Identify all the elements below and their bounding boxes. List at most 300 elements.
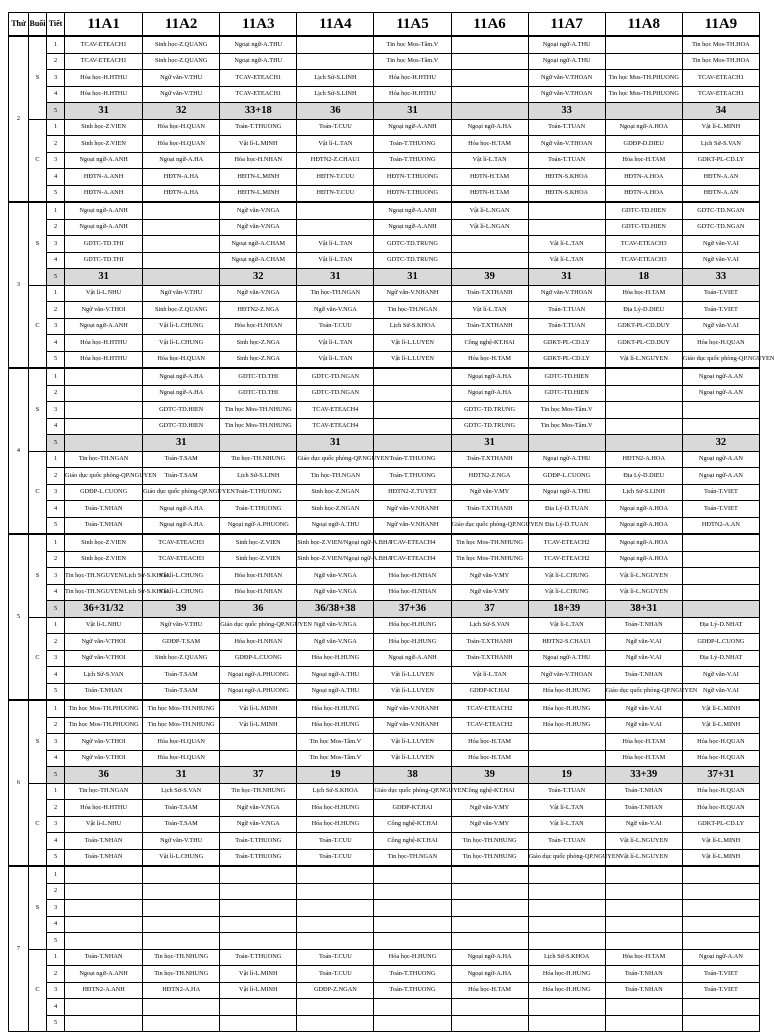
lesson-cell: Hóa học-H.HTHU <box>65 70 143 87</box>
lesson-cell <box>605 368 682 385</box>
lesson-cell: HĐTN-T.THUONG <box>374 169 451 186</box>
period-number: 1 <box>47 36 65 53</box>
lesson-cell: Vật lí-L.NHU <box>65 285 143 302</box>
lesson-cell: Ngữ văn-V.NGA <box>297 584 374 601</box>
session-label: C <box>29 285 47 368</box>
lesson-cell: Vật lí-L.NGUYEN <box>605 849 682 866</box>
lesson-cell: Vật lí-L.TAN <box>528 252 605 269</box>
lesson-cell: GDTC-TD.TRUNG <box>451 418 528 435</box>
lesson-cell: Hóa học-H.NHAN <box>374 584 451 601</box>
lesson-cell <box>682 534 759 551</box>
period-row <box>9 451 760 468</box>
period-row <box>9 933 760 950</box>
lesson-cell: HĐTN-T.THUONG <box>374 185 451 202</box>
lesson-cell: Tin học Mos-TH.HOA <box>682 36 759 53</box>
day-label: 3 <box>9 202 29 368</box>
lesson-cell <box>297 916 374 933</box>
lesson-cell: Tin học-TH.NGUYEN/Lịch Sử-S.KHOA <box>65 584 143 601</box>
lesson-cell <box>65 368 143 385</box>
period-number: 2 <box>47 53 65 70</box>
lesson-cell: Ngữ văn-V.MY <box>451 584 528 601</box>
session-label: C <box>29 451 47 534</box>
session-label: S <box>29 368 47 451</box>
lesson-cell: Tin học-TH.NGAN <box>374 302 451 319</box>
lesson-cell: Toán-T.VIET <box>682 484 759 501</box>
period-number: 4 <box>47 418 65 435</box>
lesson-cell: HĐTN-A.HOA <box>605 185 682 202</box>
lesson-cell: Ngoại ngữ-A.HA <box>451 949 528 966</box>
lesson-cell: Sinh học-Z.QUANG <box>143 53 220 70</box>
lesson-cell <box>605 36 682 53</box>
lesson-cell <box>374 916 451 933</box>
lesson-cell: Lịch Sử-S.KHOA <box>374 318 451 335</box>
lesson-cell: Sinh học-Z.VIEN <box>65 534 143 551</box>
lesson-cell: Địa Lý-D.DIEU <box>605 468 682 485</box>
lesson-cell: Vật lí-L.NHU <box>65 816 143 833</box>
room-count-cell: 36 <box>220 601 297 618</box>
lesson-cell: Vật lí-L.TAN <box>297 252 374 269</box>
lesson-cell: Ngoại ngữ-A.HA <box>451 368 528 385</box>
lesson-cell: GDĐP-Z.NGAN <box>297 982 374 999</box>
header-day: Thứ <box>9 13 29 37</box>
lesson-cell: Ngoại ngữ-A.HA <box>143 501 220 518</box>
period-row <box>9 385 760 402</box>
lesson-cell: Toán-T.CUU <box>297 318 374 335</box>
lesson-cell: Sinh học-Z.VIEN <box>65 119 143 136</box>
lesson-cell: Hóa học-H.QUAN <box>143 119 220 136</box>
lesson-cell <box>528 202 605 219</box>
lesson-cell: Ngữ văn-V.MY <box>451 568 528 585</box>
room-count-row <box>9 767 760 784</box>
lesson-cell: HĐTN-A.ANH <box>65 185 143 202</box>
period-number: 5 <box>47 849 65 866</box>
period-number: 1 <box>47 700 65 717</box>
lesson-cell: Tin học Mos-TH.PHUONG <box>605 70 682 87</box>
lesson-cell <box>605 1015 682 1032</box>
lesson-cell: Hóa học-H.TAM <box>451 136 528 153</box>
period-number: 4 <box>47 252 65 269</box>
room-count-cell: 18 <box>605 269 682 286</box>
lesson-cell: Vật lí-L.MINH <box>220 966 297 983</box>
lesson-cell: Tin học-TH.NGAN <box>65 451 143 468</box>
lesson-cell: Ngoại ngữ-A.ANH <box>65 966 143 983</box>
lesson-cell <box>297 53 374 70</box>
lesson-cell: Ngữ văn-V.NGA <box>297 634 374 651</box>
room-count-cell <box>528 435 605 452</box>
lesson-cell: Toán-T.NHAN <box>65 517 143 534</box>
header-class: 11A7 <box>528 13 605 37</box>
lesson-cell: Vật lí-L.CHUNG <box>528 568 605 585</box>
period-row <box>9 418 760 435</box>
lesson-cell <box>682 1015 759 1032</box>
lesson-cell: TCAV-ETEACH2 <box>528 534 605 551</box>
lesson-cell: TCAV-ETEACH1 <box>682 70 759 87</box>
lesson-cell: Giáo dục quốc phòng-QP.NGUYEN <box>374 783 451 800</box>
lesson-cell <box>528 219 605 236</box>
lesson-cell: Lịch Sử-S.KHOA <box>528 949 605 966</box>
lesson-cell: GDTC-TD.HIEN <box>605 219 682 236</box>
lesson-cell: HĐTN-A.ANH <box>65 169 143 186</box>
room-count-cell: 33 <box>528 103 605 120</box>
lesson-cell <box>682 999 759 1016</box>
period-row <box>9 900 760 917</box>
room-count-cell <box>220 435 297 452</box>
lesson-cell <box>297 883 374 900</box>
room-count-cell: 32 <box>220 269 297 286</box>
lesson-cell <box>374 999 451 1016</box>
lesson-cell: Vật lí-L.LUYEN <box>374 734 451 751</box>
lesson-cell: Hóa học-H.NHAN <box>220 152 297 169</box>
lesson-cell: Ngữ văn-V.NHANH <box>374 285 451 302</box>
lesson-cell: Toán-T.THUONG <box>374 468 451 485</box>
lesson-cell <box>605 53 682 70</box>
lesson-cell <box>451 1015 528 1032</box>
room-count-cell: 38 <box>374 767 451 784</box>
lesson-cell: Toán-T.NHAN <box>605 783 682 800</box>
lesson-cell: Ngoại ngữ-A.HA <box>451 385 528 402</box>
room-count-cell: 31 <box>297 269 374 286</box>
lesson-cell: Tin học Mos-TH.NHUNG <box>451 534 528 551</box>
lesson-cell <box>65 933 143 950</box>
lesson-cell: Ngoại ngữ-A.HOA <box>605 119 682 136</box>
lesson-cell: Vật lí-L.NGUYEN <box>605 568 682 585</box>
period-row <box>9 252 760 269</box>
lesson-cell: Hóa học-H.NHAN <box>220 568 297 585</box>
lesson-cell: Hóa học-H.HTHU <box>65 335 143 352</box>
day-label: 6 <box>9 700 29 866</box>
period-row <box>9 219 760 236</box>
lesson-cell <box>220 900 297 917</box>
lesson-cell: Hóa học-H.HUNG <box>297 816 374 833</box>
lesson-cell: GDTC-TD.HIEN <box>143 402 220 419</box>
lesson-cell: Ngữ văn-V.AI <box>682 252 759 269</box>
lesson-cell: Sinh học-Z.NGAN <box>297 484 374 501</box>
lesson-cell <box>682 883 759 900</box>
lesson-cell: GDKT-PL-CD.LY <box>528 351 605 368</box>
lesson-cell: Toán-T.VIET <box>682 982 759 999</box>
lesson-cell: GDTC-TD.NGAN <box>682 219 759 236</box>
period-number: 4 <box>47 999 65 1016</box>
period-row <box>9 916 760 933</box>
lesson-cell: Ngữ văn-V.NGA <box>220 800 297 817</box>
lesson-cell: Toán-T.TUAN <box>528 318 605 335</box>
lesson-cell: Vật lí-L.LUYEN <box>374 667 451 684</box>
lesson-cell: Vật lí-L.NGUYEN <box>605 584 682 601</box>
lesson-cell: Toán-T.NHAN <box>605 982 682 999</box>
lesson-cell: GDĐP-L.CUONG <box>220 650 297 667</box>
lesson-cell: Toán-T.NHAN <box>65 501 143 518</box>
lesson-cell: Ngữ văn-V.AI <box>605 650 682 667</box>
room-count-cell: 33 <box>682 269 759 286</box>
period-number: 2 <box>47 551 65 568</box>
lesson-cell: HĐTN-H.TAM <box>451 169 528 186</box>
lesson-cell: Toán-T.XTHANH <box>451 285 528 302</box>
lesson-cell <box>682 418 759 435</box>
lesson-cell <box>374 866 451 883</box>
lesson-cell <box>682 900 759 917</box>
header-session: Buổi <box>29 13 47 37</box>
period-row <box>9 982 760 999</box>
lesson-cell <box>451 86 528 103</box>
lesson-cell: Hóa học-H.HUNG <box>528 982 605 999</box>
lesson-cell: Ngữ văn-V.NHANH <box>374 517 451 534</box>
lesson-cell: Vật lí-L.TAN <box>451 302 528 319</box>
lesson-cell: Tin học Mos-TH.HOA <box>682 53 759 70</box>
lesson-cell: Vật lí-L.MINH <box>220 136 297 153</box>
lesson-cell: Hóa học-H.NHAN <box>374 568 451 585</box>
lesson-cell: Lịch Sử-S.KHOA <box>297 783 374 800</box>
header-row <box>9 13 760 37</box>
period-row <box>9 335 760 352</box>
lesson-cell: Ngữ văn-V.NGA <box>297 617 374 634</box>
period-row <box>9 783 760 800</box>
lesson-cell: Ngoại ngữ-A.HA <box>143 517 220 534</box>
room-count-cell <box>451 103 528 120</box>
lesson-cell: Sinh học-Z.VIEN/Ngoại ngữ-A.BHA <box>297 534 374 551</box>
lesson-cell <box>374 385 451 402</box>
lesson-cell: Ngữ văn-V.THOAN <box>528 86 605 103</box>
lesson-cell: TCAV-ETEACH1 <box>682 86 759 103</box>
room-count-cell: 31 <box>143 767 220 784</box>
lesson-cell <box>374 368 451 385</box>
lesson-cell: Tin học-TH.NGAN <box>297 285 374 302</box>
period-number: 2 <box>47 385 65 402</box>
lesson-cell: Vật lí-L.TAN <box>528 236 605 253</box>
lesson-cell: Hóa học-H.HUNG <box>297 700 374 717</box>
period-number: 1 <box>47 534 65 551</box>
lesson-cell: Ngữ văn-V.MY <box>451 800 528 817</box>
lesson-cell: TCAV-ETEACH1 <box>220 86 297 103</box>
lesson-cell: Ngoại ngữ-A.THU <box>297 667 374 684</box>
lesson-cell: Vật lí-L.CHUNG <box>143 318 220 335</box>
lesson-cell: Vật lí-L.TAN <box>451 667 528 684</box>
period-number: 3 <box>47 900 65 917</box>
lesson-cell: Ngoại ngữ-A.HOA <box>605 517 682 534</box>
lesson-cell: Ngữ văn-V.NHANH <box>374 717 451 734</box>
period-row <box>9 202 760 219</box>
lesson-cell: Ngoại ngữ-A.THU <box>297 517 374 534</box>
lesson-cell: Hóa học-H.TAM <box>451 982 528 999</box>
lesson-cell <box>297 999 374 1016</box>
lesson-cell: Ngữ văn-V.THOI <box>65 634 143 651</box>
lesson-cell: Ngữ văn-V.AI <box>605 816 682 833</box>
lesson-cell: GDTC-TD.HIEN <box>528 368 605 385</box>
lesson-cell: Lịch Sử-S.VAN <box>682 136 759 153</box>
lesson-cell: GDKT-PL-CD.LY <box>682 152 759 169</box>
room-count-row <box>9 601 760 618</box>
period-row <box>9 1015 760 1032</box>
lesson-cell: Toán-T.NHAN <box>605 617 682 634</box>
lesson-cell: HĐTN-A.AN <box>682 185 759 202</box>
lesson-cell: Tin học Mos-TH.NHUNG <box>220 418 297 435</box>
period-row <box>9 650 760 667</box>
lesson-cell: Vật lí-L.MINH <box>682 849 759 866</box>
lesson-cell: Toán-T.SAM <box>143 683 220 700</box>
room-count-cell: 37 <box>220 767 297 784</box>
header-class: 11A4 <box>297 13 374 37</box>
lesson-cell: Toán-T.THUONG <box>220 484 297 501</box>
lesson-cell: Tin học-TH.NHUNG <box>451 833 528 850</box>
lesson-cell: Ngoại ngữ-A.HOA <box>605 534 682 551</box>
lesson-cell: Hóa học-H.TAM <box>605 152 682 169</box>
lesson-cell: HĐTN2-A.AN <box>682 517 759 534</box>
session-label: S <box>29 866 47 949</box>
lesson-cell: TCAV-ETEACH1 <box>65 36 143 53</box>
lesson-cell: GDTC-TD.TRUNG <box>451 402 528 419</box>
lesson-cell <box>682 402 759 419</box>
lesson-cell: HĐTN-A.HA <box>143 185 220 202</box>
lesson-cell: Giáo dục quốc phòng-QP.NGUYEN <box>605 683 682 700</box>
lesson-cell <box>374 900 451 917</box>
lesson-cell <box>374 1015 451 1032</box>
lesson-cell: Ngoại ngữ-A.ANH <box>374 219 451 236</box>
period-row <box>9 734 760 751</box>
lesson-cell: Ngữ văn-V.NGA <box>220 219 297 236</box>
lesson-cell: Toán-T.VIET <box>682 302 759 319</box>
lesson-cell: Tin học Mos-TH.NHUNG <box>220 402 297 419</box>
lesson-cell: Ngữ văn-V.THOI <box>65 750 143 767</box>
lesson-cell: Toán-T.SAM <box>143 468 220 485</box>
lesson-cell <box>143 252 220 269</box>
lesson-cell <box>682 584 759 601</box>
lesson-cell: HĐTN-A.HA <box>143 169 220 186</box>
lesson-cell: HĐTN2-Z.CHAU1 <box>297 152 374 169</box>
period-row <box>9 883 760 900</box>
lesson-cell: Hóa học-H.QUAN <box>682 750 759 767</box>
period-number: 3 <box>47 734 65 751</box>
lesson-cell: Hóa học-H.QUAN <box>682 335 759 352</box>
lesson-cell: Ngoại ngữ-A.ANH <box>65 219 143 236</box>
lesson-cell: Toán-T.TUAN <box>528 302 605 319</box>
period-row <box>9 285 760 302</box>
period-number: 5 <box>47 103 65 120</box>
period-number: 1 <box>47 119 65 136</box>
lesson-cell: Toán-T.CUU <box>297 949 374 966</box>
lesson-cell <box>297 202 374 219</box>
lesson-cell: Công nghệ-KT.HAI <box>374 833 451 850</box>
period-number: 2 <box>47 800 65 817</box>
lesson-cell <box>528 883 605 900</box>
period-number: 4 <box>47 750 65 767</box>
lesson-cell: GDĐP-KT.HAI <box>374 800 451 817</box>
lesson-cell: Lịch Sử-S.LINH <box>605 484 682 501</box>
period-row <box>9 484 760 501</box>
lesson-cell: Hóa học-H.TAM <box>451 734 528 751</box>
lesson-cell: Hóa học-H.TAM <box>451 351 528 368</box>
period-number: 1 <box>47 202 65 219</box>
lesson-cell <box>451 999 528 1016</box>
lesson-cell: HĐTN2-Z.NGA <box>451 468 528 485</box>
room-count-cell: 18+39 <box>528 601 605 618</box>
lesson-cell <box>528 1015 605 1032</box>
period-row <box>9 302 760 319</box>
period-row <box>9 617 760 634</box>
lesson-cell <box>65 900 143 917</box>
lesson-cell: Ngữ văn-V.THU <box>143 86 220 103</box>
period-row <box>9 318 760 335</box>
lesson-cell <box>143 219 220 236</box>
lesson-cell <box>220 750 297 767</box>
lesson-cell: Ngoại ngữ-A.HA <box>143 385 220 402</box>
room-count-cell: 37+36 <box>374 601 451 618</box>
lesson-cell: Hóa học-H.HUNG <box>528 966 605 983</box>
day-label: 4 <box>9 368 29 534</box>
lesson-cell: Hóa học-H.QUAN <box>143 136 220 153</box>
room-count-cell: 31 <box>65 269 143 286</box>
room-count-cell: 31 <box>297 435 374 452</box>
lesson-cell <box>143 883 220 900</box>
period-number: 3 <box>47 402 65 419</box>
lesson-cell: Toán-T.SAM <box>143 816 220 833</box>
period-number: 1 <box>47 866 65 883</box>
period-number: 4 <box>47 86 65 103</box>
lesson-cell: Hóa học-H.TAM <box>451 750 528 767</box>
lesson-cell <box>605 883 682 900</box>
lesson-cell: Vật lí-L.TAN <box>451 152 528 169</box>
room-count-cell: 31 <box>528 269 605 286</box>
lesson-cell <box>220 734 297 751</box>
lesson-cell: Ngữ văn-V.THU <box>143 617 220 634</box>
room-count-cell: 19 <box>528 767 605 784</box>
lesson-cell: Ngữ văn-V.THOI <box>65 734 143 751</box>
period-row <box>9 402 760 419</box>
lesson-cell: Toán-T.THUONG <box>220 833 297 850</box>
lesson-cell: Tin học Mos-Tâm.V <box>297 750 374 767</box>
lesson-cell: Tin học Mos-Tâm.V <box>528 418 605 435</box>
lesson-cell <box>451 36 528 53</box>
lesson-cell <box>143 202 220 219</box>
lesson-cell: TCAV-ETEACH4 <box>297 402 374 419</box>
lesson-cell: Lịch Sử-S.LINH <box>220 468 297 485</box>
lesson-cell: Tin học Mos-Tâm.V <box>374 53 451 70</box>
period-number: 1 <box>47 285 65 302</box>
lesson-cell: Toán-T.CUU <box>297 849 374 866</box>
lesson-cell: Toán-T.NHAN <box>65 683 143 700</box>
lesson-cell: Hóa học-H.HUNG <box>528 700 605 717</box>
day-label: 2 <box>9 36 29 202</box>
room-count-cell: 36/38+38 <box>297 601 374 618</box>
room-count-cell: 36 <box>65 767 143 784</box>
lesson-cell: HĐTN-T.CUU <box>297 169 374 186</box>
lesson-cell: Ngữ văn-V.NGA <box>297 568 374 585</box>
lesson-cell <box>297 933 374 950</box>
lesson-cell: TCAV-ETEACH3 <box>605 236 682 253</box>
lesson-cell: Ngữ văn-V.THOI <box>65 302 143 319</box>
period-number: 5 <box>47 269 65 286</box>
lesson-cell: TCAV-ETEACH4 <box>374 551 451 568</box>
lesson-cell <box>297 36 374 53</box>
period-row <box>9 966 760 983</box>
period-number: 4 <box>47 833 65 850</box>
lesson-cell: Vật lí-L.MINH <box>220 717 297 734</box>
lesson-cell <box>297 219 374 236</box>
lesson-cell: Ngữ văn-V.THOAN <box>528 136 605 153</box>
lesson-cell: GDTC-TD.THI <box>220 385 297 402</box>
lesson-cell: Toán-T.THUONG <box>374 136 451 153</box>
lesson-cell: Sinh học-Z.QUANG <box>143 650 220 667</box>
lesson-cell <box>143 236 220 253</box>
lesson-cell: Ngoại ngữ-A.AN <box>682 368 759 385</box>
lesson-cell: HĐTN2-S.CHAU1 <box>528 634 605 651</box>
lesson-cell: TCAV-ETEACH2 <box>451 700 528 717</box>
lesson-cell: Ngữ văn-V.AI <box>605 700 682 717</box>
lesson-cell: Ngoại ngữ-A.ANH <box>65 202 143 219</box>
lesson-cell: GDTC-TD.THI <box>65 236 143 253</box>
lesson-cell: Ngoại ngữ-A.HA <box>143 152 220 169</box>
lesson-cell <box>297 1015 374 1032</box>
lesson-cell <box>451 883 528 900</box>
lesson-cell: Toán-T.NHAN <box>65 833 143 850</box>
